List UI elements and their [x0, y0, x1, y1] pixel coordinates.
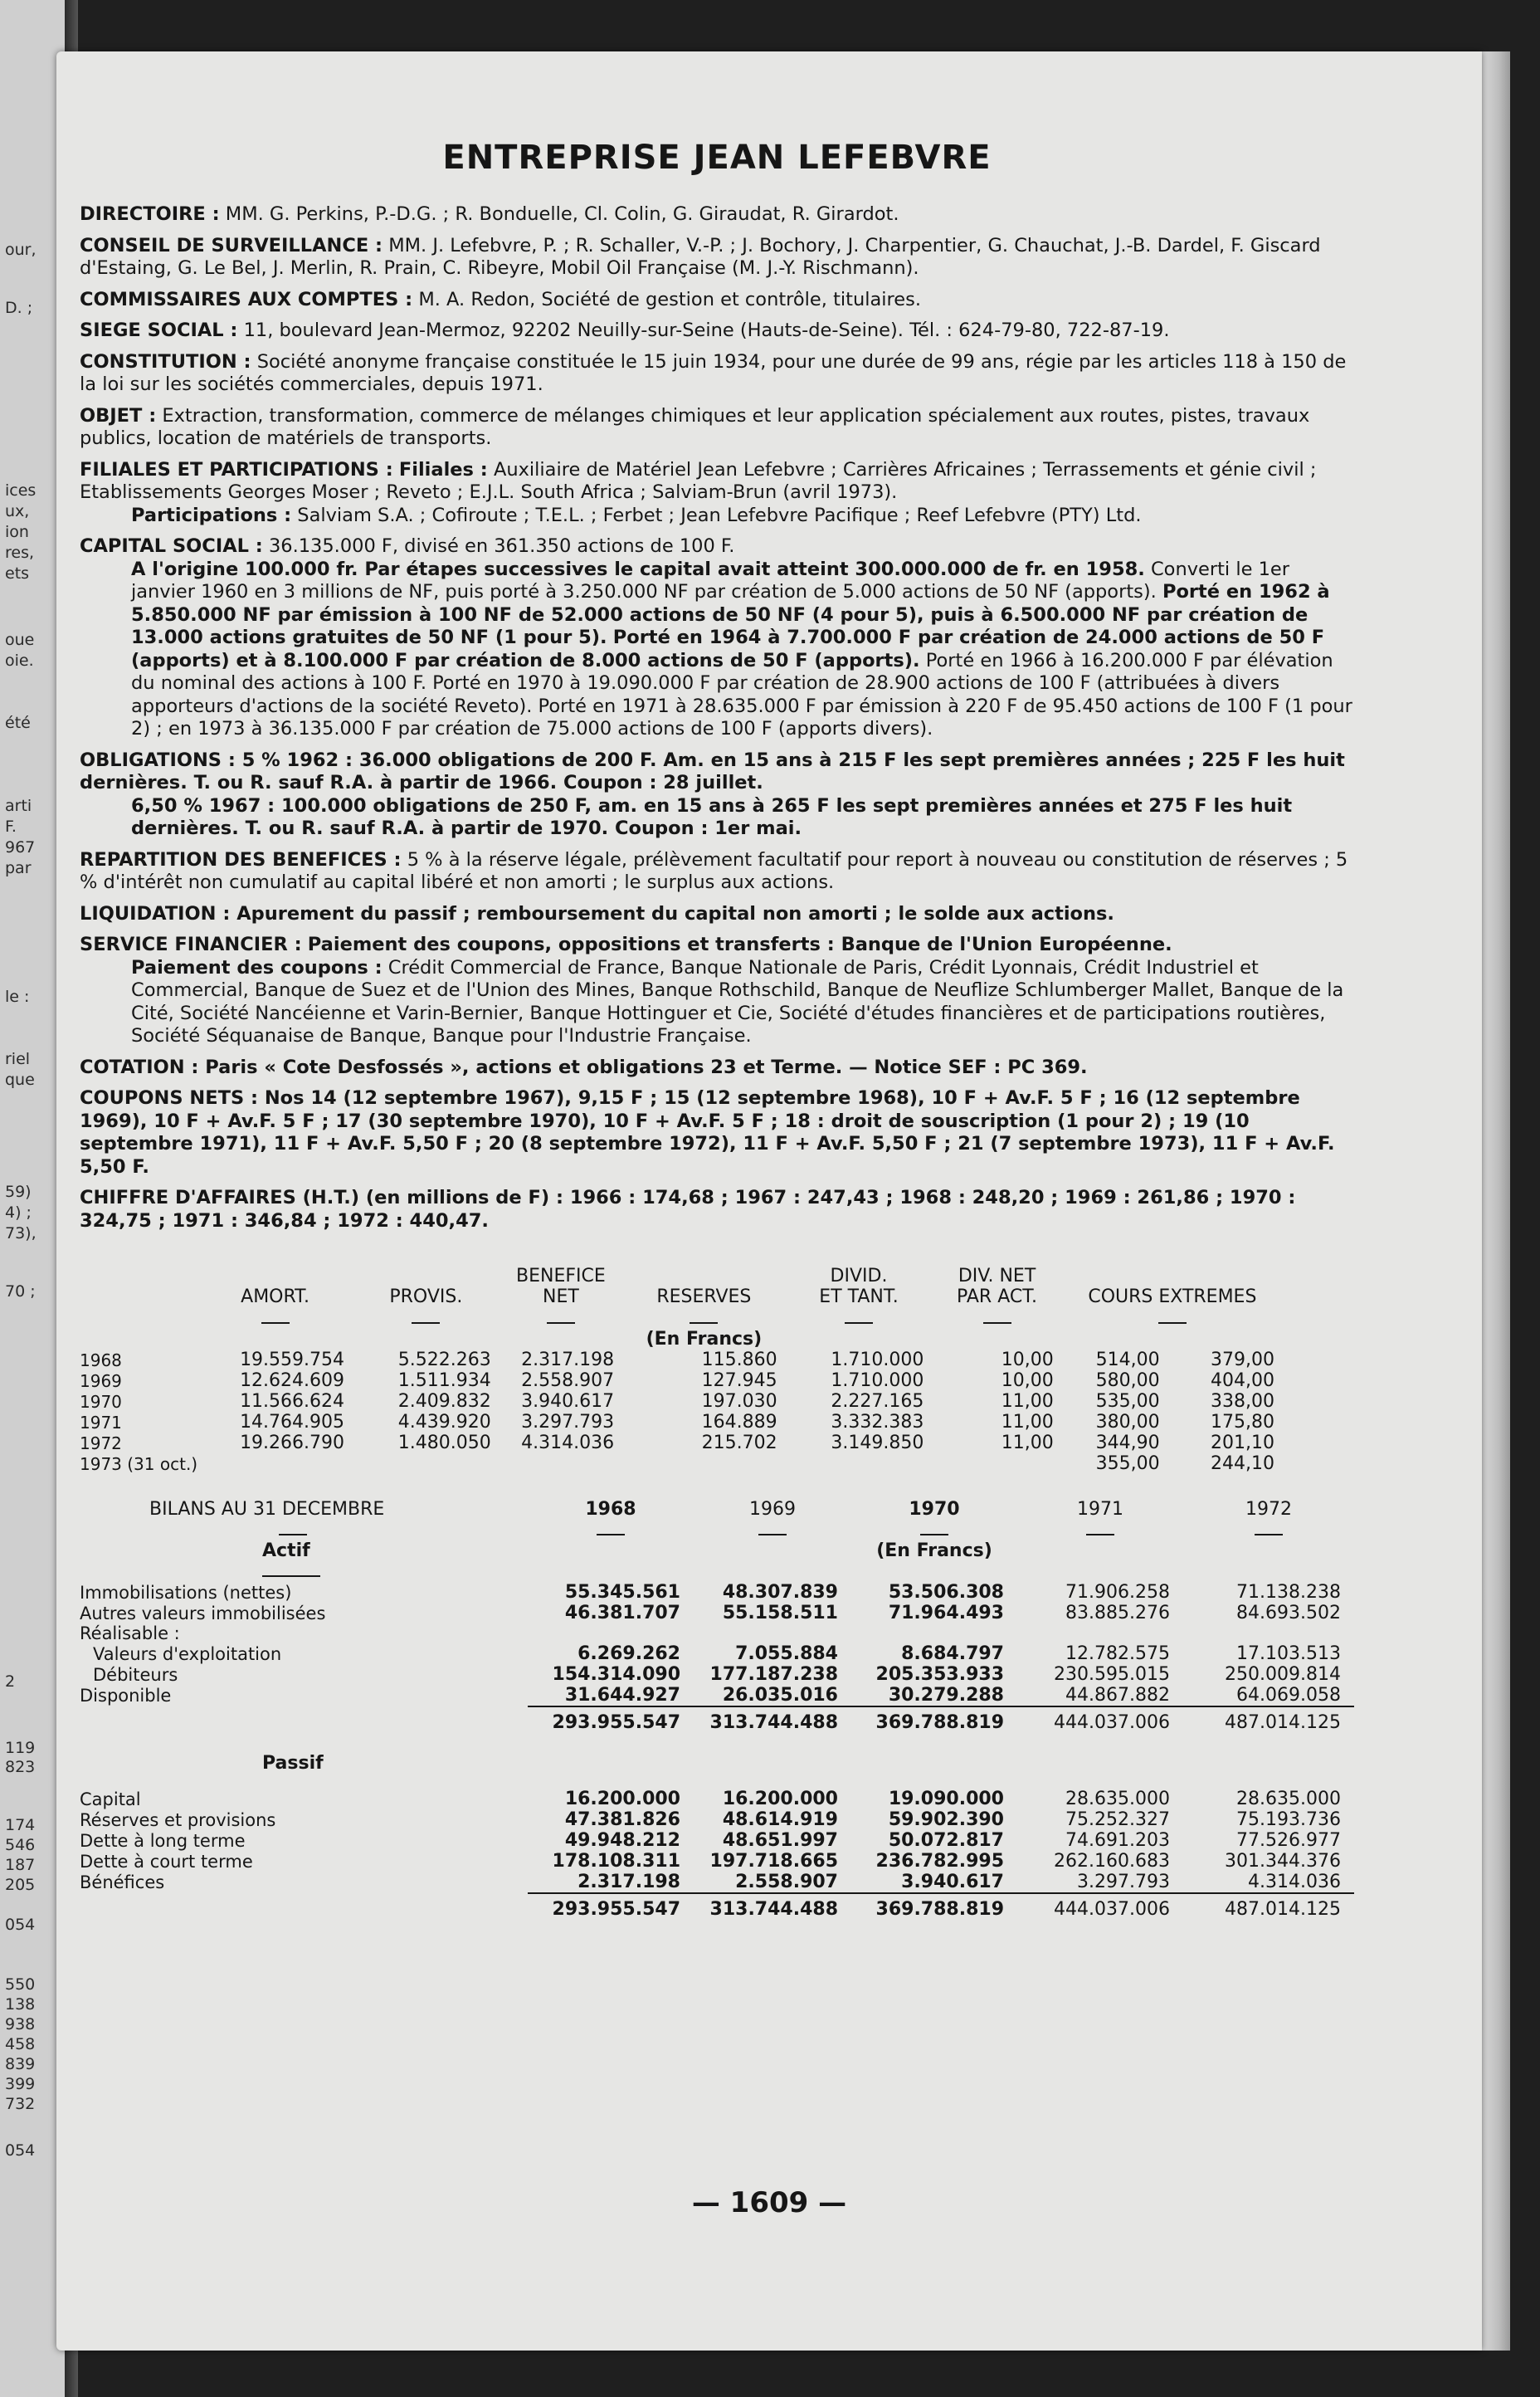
facing-page-text: 054 — [5, 2141, 36, 2160]
table-cell: 201,10 — [1211, 1433, 1274, 1453]
table-cell: 380,00 — [1095, 1412, 1160, 1433]
section-head: SIEGE SOCIAL : — [80, 320, 238, 341]
table-cell: 4.314.036 — [521, 1433, 615, 1453]
table-cell: 3.297.793 — [1077, 1872, 1170, 1892]
total-cell: 444.037.006 — [1017, 1706, 1183, 1738]
service-text1: Paiement des coupons, oppositions et transferts : Banque de l'Union Européenne. — [307, 934, 1172, 955]
table-cell: 50.072.817 — [888, 1830, 1004, 1851]
section — [80, 351, 1354, 397]
facing-page-text: oie. — [5, 652, 34, 670]
table-row — [80, 1391, 1283, 1412]
row-label: Dette à court terme — [80, 1851, 253, 1872]
page-stack-edge — [1482, 51, 1510, 2351]
actif-label: Actif — [262, 1540, 310, 1561]
table-cell: 44.867.882 — [1065, 1685, 1170, 1706]
table-cell: 10,00 — [1001, 1370, 1054, 1391]
table-cell: 2.317.198 — [578, 1872, 680, 1892]
section-repartition — [80, 849, 1354, 895]
table-cell: 3.940.617 — [901, 1872, 1004, 1892]
header-net: NET — [543, 1286, 579, 1307]
table-cell: 2.227.165 — [831, 1391, 924, 1412]
table-cell: 47.381.826 — [564, 1809, 680, 1830]
total-cell: 313.744.488 — [694, 1893, 851, 1925]
facing-page-text: 138 — [5, 1995, 36, 2014]
facing-page-text: 399 — [5, 2075, 36, 2093]
section — [80, 320, 1354, 343]
capital-p3: Porté en 1962 à 5.850.000 NF par émission à 100 NF de 52.000 actions de 50 NF (4 pour 5), puis à 6.500.000 NF par création de 13.000 actions gratuites de 50 NF (1 pour 5). — [131, 581, 1330, 648]
table-cell: 1.710.000 — [831, 1370, 924, 1391]
facing-page-text: 187 — [5, 1856, 36, 1874]
table-cell: 53.506.308 — [888, 1582, 1004, 1603]
table-row — [80, 1603, 1354, 1623]
table-cell: 1969 — [80, 1370, 122, 1391]
facing-page-text: ices — [5, 481, 37, 500]
table-cell: 16.200.000 — [722, 1789, 838, 1809]
table-cell: 230.595.015 — [1054, 1664, 1170, 1685]
facing-page-text: 458 — [5, 2035, 36, 2053]
section-head: SERVICE FINANCIER : — [80, 934, 302, 955]
total-cell: 293.955.547 — [528, 1893, 694, 1925]
table-cell — [500, 1453, 622, 1474]
table-cell: 71.906.258 — [1065, 1582, 1170, 1603]
table-cell: 379,00 — [1211, 1350, 1274, 1370]
header-par-act: PAR ACT. — [957, 1286, 1038, 1307]
facing-page-text: 732 — [5, 2095, 36, 2113]
actif-total-row — [80, 1706, 1354, 1738]
actif-body — [80, 1582, 1354, 1706]
facing-page-text: ion — [5, 523, 29, 541]
section-cotation — [80, 1057, 1354, 1080]
table-cell: 3.940.617 — [521, 1391, 615, 1412]
table-cell: 344,90 — [1095, 1433, 1160, 1453]
table-cell: 5.522.263 — [397, 1350, 491, 1370]
table-cell: 12.624.609 — [240, 1370, 345, 1391]
table-cell: 215.702 — [701, 1433, 777, 1453]
unit-label: (En Francs) — [646, 1329, 763, 1350]
table-cell: 4.314.036 — [1248, 1872, 1341, 1892]
table-cell: 1968 — [80, 1350, 122, 1370]
page-title: ENTREPRISE JEAN LEFEBVRE — [442, 139, 992, 177]
table-row — [80, 1872, 1354, 1893]
table-cell: 8.684.797 — [901, 1643, 1004, 1664]
obligation-1962: 5 % 1962 : 36.000 obligations de 200 F. Am. en 15 ans à 215 F les sept premières années ; 225 F les huit dernières. T. ou R. sauf R.A. à partir de 1966. Coupon : 28 juillet. — [80, 749, 1345, 793]
table-cell: 48.614.919 — [722, 1809, 838, 1830]
table-cell — [932, 1453, 1061, 1474]
section-text: 5 % à la réserve légale, prélèvement facultatif pour report à nouveau ou constitution de réserves ; 5 % d'intérêt non cumulatif au capital libéré et non amorti ; le surplus aux actions. — [80, 848, 1348, 893]
table-row — [80, 1623, 1354, 1643]
table-cell: 11,00 — [1001, 1433, 1054, 1453]
table-cell: 16.200.000 — [564, 1789, 680, 1809]
table-cell: 74.691.203 — [1065, 1830, 1170, 1851]
table-cell: 404,00 — [1211, 1370, 1274, 1391]
table-cell: 250.009.814 — [1225, 1664, 1341, 1685]
table-row — [80, 1370, 1283, 1391]
total-cell: 293.955.547 — [528, 1706, 694, 1738]
table-cell: 11.566.624 — [240, 1391, 345, 1412]
facing-page-text: 174 — [5, 1816, 36, 1834]
bilan-year: 1968 — [585, 1499, 636, 1520]
section-filiales — [80, 459, 1354, 528]
table-cell: 49.948.212 — [564, 1830, 680, 1851]
table-cell: 154.314.090 — [552, 1664, 680, 1685]
section-head: COUPONS NETS : — [80, 1087, 258, 1109]
bilan-year: 1972 — [1245, 1499, 1292, 1520]
row-label: Immobilisations (nettes) — [80, 1582, 292, 1603]
table-cell: 2.317.198 — [521, 1350, 615, 1370]
section-head: LIQUIDATION : — [80, 902, 231, 925]
facing-page-text: ux, — [5, 502, 30, 520]
table-cell: 4.439.920 — [397, 1412, 491, 1433]
table-cell: 1.710.000 — [831, 1350, 924, 1370]
table-cell: 26.035.016 — [722, 1685, 838, 1706]
section-head: COTATION : — [80, 1056, 199, 1078]
table-cell — [1183, 1623, 1354, 1643]
total-cell: 313.744.488 — [694, 1706, 851, 1738]
section-text: M. A. Redon, Société de gestion et contrôle, titulaires. — [418, 288, 921, 310]
section-text: 1966 : 174,68 ; 1967 : 247,43 ; 1968 : 248,20 ; 1969 : 261,86 ; 1970 : 324,75 ; 1971 : 346,84 ; 1972 : 440,47. — [80, 1187, 1296, 1232]
table-cell: 177.187.238 — [709, 1664, 838, 1685]
facing-page-text: 938 — [5, 2015, 36, 2033]
table-row — [80, 1809, 1354, 1830]
table-cell: 10,00 — [1001, 1350, 1054, 1370]
total-cell: 444.037.006 — [1017, 1893, 1183, 1925]
table-cell: 1970 — [80, 1391, 122, 1412]
table-row — [80, 1433, 1283, 1453]
header-benefice: BENEFICE — [516, 1266, 606, 1286]
section-service — [80, 934, 1354, 1048]
section-head: FILIALES ET PARTICIPATIONS : — [80, 458, 393, 481]
section-text: Apurement du passif ; remboursement du capital non amorti ; le solde aux actions. — [236, 902, 1114, 925]
service-text2: Crédit Commercial de France, Banque Nationale de Paris, Crédit Lyonnais, Crédit Industriel et Commercial, Banque de Suez et de l'Union des Mines, Banque Rothschild, Banque de Neuflize Schlumberger Mallet, Banque de la Cité, Société Nancéienne et Varin-Bernier, Banque Hottinguer et Cie, Société d'études financières et de participations routières, Société Séquanaise de Banque, Banque pour l'Industrie Française. — [131, 956, 1344, 1047]
facing-page-text: 839 — [5, 2055, 36, 2073]
table-cell — [622, 1453, 786, 1474]
table-cell — [1017, 1623, 1183, 1643]
table-row — [80, 1412, 1283, 1433]
header-cours: COURS EXTREMES — [1088, 1286, 1257, 1307]
section-head: REPARTITION DES BENEFICES : — [80, 848, 402, 871]
table-cell — [694, 1623, 851, 1643]
table-row — [80, 1830, 1354, 1851]
table-row — [80, 1350, 1283, 1370]
table-cell: 46.381.707 — [564, 1603, 680, 1623]
bilan-title: BILANS AU 31 DECEMBRE — [149, 1499, 385, 1520]
table-cell: 197.718.665 — [709, 1851, 838, 1872]
facing-page-text: 73), — [5, 1224, 37, 1242]
table-row — [80, 1453, 1283, 1474]
passif-body — [80, 1789, 1354, 1893]
table-cell: 127.945 — [701, 1370, 777, 1391]
table-cell: 3.332.383 — [831, 1412, 924, 1433]
section-text: Nos 14 (12 septembre 1967), 9,15 F ; 15 (12 septembre 1968), 10 F + Av.F. 5 F ; 16 (12 septembre 1969), 10 F + Av.F. 5 F ; 17 (30 septembre 1970), 10 F + Av.F. 5 F ; 18 : droit de souscription (1 pour 2) ; 19 (10 septembre 1971), 11 F + Av.F. 5,50 F ; 20 (8 septembre 1972), 11 F + Av.F. 5,50 F ; 21 (7 septembre 1973), 11 F + Av.F. 5,50 F. — [80, 1087, 1335, 1178]
section — [80, 203, 1354, 227]
row-label: Débiteurs — [93, 1664, 178, 1685]
total-cell: 369.788.819 — [851, 1893, 1017, 1925]
table-row — [80, 1789, 1354, 1809]
facing-page-text: ets — [5, 564, 30, 583]
facing-page-text: 2 — [5, 1672, 16, 1691]
filiales-sub: Filiales : — [398, 458, 488, 481]
bilan-unit: (En Francs) — [876, 1540, 992, 1561]
capital-p1: A l'origine 100.000 fr. Par étapes successives le capital avait atteint 300.000.000 de fr. en 1958. — [131, 558, 1145, 580]
facing-page-text: D. ; — [5, 299, 33, 317]
header-divnet: DIV. NET — [958, 1266, 1036, 1286]
table-cell: 75.193.736 — [1236, 1809, 1341, 1830]
table-cell: 2.558.907 — [521, 1370, 615, 1391]
facing-page-text: 70 ; — [5, 1282, 36, 1301]
table-cell: 55.345.561 — [564, 1582, 680, 1603]
facing-page-text: 550 — [5, 1975, 36, 1994]
table-cell: 197.030 — [701, 1391, 777, 1412]
table-cell: 1972 — [80, 1433, 122, 1453]
section-coupons — [80, 1087, 1354, 1179]
participations-text: Salviam S.A. ; Cofiroute ; T.E.L. ; Ferbet ; Jean Lefebvre Pacifique ; Reef Lefebvre (PTY) Ltd. — [297, 504, 1142, 526]
section-head: CAPITAL SOCIAL : — [80, 535, 263, 557]
service-sub: Paiement des coupons : — [131, 956, 383, 979]
table-cell: 301.344.376 — [1225, 1851, 1341, 1872]
results-body — [80, 1350, 1283, 1474]
passif-label: Passif — [262, 1753, 324, 1774]
table-cell: 19.266.790 — [240, 1433, 345, 1453]
section-head: OBJET : — [80, 404, 157, 427]
row-label: Valeurs d'exploitation — [93, 1643, 282, 1664]
table-cell: 3.297.793 — [521, 1412, 615, 1433]
facing-page-edge — [0, 0, 65, 2397]
table-cell: 55.158.511 — [722, 1603, 838, 1623]
table-cell: 84.693.502 — [1236, 1603, 1341, 1623]
section-head: DIRECTOIRE : — [80, 203, 220, 225]
table-cell: 48.307.839 — [722, 1582, 838, 1603]
table-cell: 2.558.907 — [735, 1872, 838, 1892]
facing-page-text: le : — [5, 988, 30, 1006]
table-cell: 59.902.390 — [888, 1809, 1004, 1830]
header-tant: ET TANT. — [819, 1286, 899, 1307]
filiales-text: Auxiliaire de Matériel Jean Lefebvre ; Carrières Africaines ; Terrassements et génie civil ; Etablissements Georges Moser ; Reveto ; E.J.L. South Africa ; Salviam-Brun (avril 1973). — [80, 458, 1317, 503]
row-label: Autres valeurs immobilisées — [80, 1603, 326, 1623]
header-reserves: RESERVES — [656, 1286, 752, 1307]
section-capital — [80, 535, 1354, 741]
table-cell: 77.526.977 — [1236, 1830, 1341, 1851]
facing-page-text: 546 — [5, 1836, 36, 1854]
section — [80, 235, 1354, 281]
table-row — [80, 1582, 1354, 1603]
table-cell: 83.885.276 — [1065, 1603, 1170, 1623]
section-text: Société anonyme française constituée le 15 juin 1934, pour une durée de 99 ans, régie par les articles 118 à 150 de la loi sur les sociétés commerciales, depuis 1971. — [80, 350, 1347, 395]
facing-page-text: our, — [5, 241, 37, 259]
total-cell: 487.014.125 — [1183, 1706, 1354, 1738]
table-cell: 580,00 — [1095, 1370, 1160, 1391]
bilan-year: 1969 — [749, 1499, 796, 1520]
table-cell: 75.252.327 — [1065, 1809, 1170, 1830]
section-liquidation — [80, 903, 1354, 926]
balance-table — [80, 1499, 1354, 1925]
facing-page-text: que — [5, 1071, 35, 1089]
page-number: — 1609 — — [691, 2186, 847, 2219]
facing-page-text: 205 — [5, 1876, 36, 1894]
table-cell — [851, 1623, 1017, 1643]
capital-p4: Porté en 1964 à 7.700.000 F par création de 24.000 actions de 50 F (apports) et à 8.100.000 F par création de 8.000 actions de 50 F (apports). — [131, 627, 1325, 671]
table-cell: 11,00 — [1001, 1412, 1054, 1433]
table-row — [80, 1851, 1354, 1872]
row-label: Réserves et provisions — [80, 1809, 276, 1830]
table-cell: 6.269.262 — [578, 1643, 680, 1664]
table-cell: 31.644.927 — [564, 1685, 680, 1706]
facing-page-text: par — [5, 859, 32, 877]
total-cell: 487.014.125 — [1183, 1893, 1354, 1925]
table-cell: 19.090.000 — [888, 1789, 1004, 1809]
table-row — [80, 1685, 1354, 1706]
table-cell — [528, 1623, 694, 1643]
table-cell: 3.149.850 — [831, 1433, 924, 1453]
table-row — [80, 1664, 1354, 1685]
table-cell: 178.108.311 — [552, 1851, 680, 1872]
table-cell: 28.635.000 — [1065, 1789, 1170, 1809]
section-head: CONSTITUTION : — [80, 350, 251, 373]
header-sections — [80, 203, 1354, 459]
capital-p2: Converti le 1er janvier 1960 en 3 millions de NF, puis porté à 3.250.000 NF par création de 5.000 actions de 50 NF (apports). — [131, 558, 1289, 603]
total-cell: 369.788.819 — [851, 1706, 1017, 1738]
header-provis: PROVIS. — [389, 1286, 463, 1307]
section-text: Extraction, transformation, commerce de mélanges chimiques et leur application spécialement aux routes, pistes, travaux publics, location de matériels de transports. — [80, 404, 1310, 449]
facing-page-text: 59) — [5, 1183, 32, 1201]
table-cell: 64.069.058 — [1236, 1685, 1341, 1706]
table-cell: 262.160.683 — [1054, 1851, 1170, 1872]
facing-page-text: arti — [5, 797, 32, 815]
table-cell: 1.480.050 — [397, 1433, 491, 1453]
table-cell: 1.511.934 — [397, 1370, 491, 1391]
table-cell: 12.782.575 — [1065, 1643, 1170, 1664]
obligation-1967: 6,50 % 1967 : 100.000 obligations de 250 F, am. en 15 ans à 265 F les sept premières années et 275 F les huit dernières. T. ou R. sauf R.A. à partir de 1970. Coupon : 1er mai. — [131, 794, 1293, 839]
table-cell: 17.103.513 — [1236, 1643, 1341, 1664]
section-head: CHIFFRE D'AFFAIRES (H.T.) (en millions de F) : — [80, 1187, 563, 1208]
table-cell — [786, 1453, 933, 1474]
results-table — [80, 1266, 1283, 1474]
table-cell: 164.889 — [701, 1412, 777, 1433]
facing-page-text: oue — [5, 631, 35, 649]
facing-page-text: 054 — [5, 1916, 36, 1934]
section-text: Paris « Cote Desfossés », actions et obligations 23 et Terme. — Notice SEF : PC 369. — [205, 1056, 1088, 1078]
table-cell: 11,00 — [1001, 1391, 1054, 1412]
row-label: Disponible — [80, 1686, 172, 1706]
facing-page-text: 4) ; — [5, 1203, 32, 1222]
table-cell: 175,80 — [1211, 1412, 1274, 1433]
facing-page-text: 823 — [5, 1758, 36, 1776]
table-cell: 1973 (31 oct.) — [80, 1453, 198, 1474]
section-head: OBLIGATIONS : — [80, 749, 236, 771]
row-label: Capital — [80, 1789, 141, 1809]
bilan-year: 1970 — [909, 1499, 960, 1520]
section-text: MM. G. Perkins, P.-D.G. ; R. Bonduelle, Cl. Colin, G. Giraudat, R. Girardot. — [225, 203, 899, 225]
section-text: 11, boulevard Jean-Mermoz, 92202 Neuilly-sur-Seine (Hauts-de-Seine). Tél. : 624-79-80, 722-87-19. — [243, 320, 1170, 341]
row-label: Dette à long terme — [80, 1830, 246, 1851]
header-divid: DIVID. — [830, 1266, 888, 1286]
table-cell: 205.353.933 — [875, 1664, 1004, 1685]
facing-page-text: riel — [5, 1050, 31, 1068]
table-cell: 7.055.884 — [735, 1643, 838, 1664]
table-cell: 28.635.000 — [1236, 1789, 1341, 1809]
section-obligations — [80, 749, 1354, 841]
facing-page-text: res, — [5, 544, 35, 562]
capital-intro: 36.135.000 F, divisé en 361.350 actions de 100 F. — [268, 535, 735, 557]
section — [80, 289, 1354, 312]
table-cell: 30.279.288 — [888, 1685, 1004, 1706]
table-cell: 244,10 — [1211, 1453, 1274, 1474]
table-cell: 236.782.995 — [875, 1851, 1004, 1872]
table-cell: 1971 — [80, 1412, 122, 1433]
facing-page-text: 967 — [5, 838, 36, 857]
row-label: Bénéfices — [80, 1872, 165, 1892]
table-row — [80, 1643, 1354, 1664]
table-cell: 338,00 — [1211, 1391, 1274, 1412]
table-cell: 355,00 — [1095, 1453, 1160, 1474]
facing-page-text: 119 — [5, 1739, 36, 1757]
row-label: Réalisable : — [80, 1623, 180, 1643]
document-page — [56, 51, 1482, 2351]
page-content — [80, 139, 1354, 1925]
header-amort: AMORT. — [241, 1286, 309, 1307]
bilan-year: 1971 — [1077, 1499, 1123, 1520]
table-cell: 71.138.238 — [1236, 1582, 1341, 1603]
table-cell: 14.764.905 — [240, 1412, 345, 1433]
table-cell: 535,00 — [1095, 1391, 1160, 1412]
section-head: CONSEIL DE SURVEILLANCE : — [80, 234, 383, 256]
section-chiffre — [80, 1187, 1354, 1233]
table-cell: 2.409.832 — [397, 1391, 491, 1412]
participations-sub: Participations : — [131, 504, 292, 526]
section-text: MM. J. Lefebvre, P. ; R. Schaller, V.-P. ; J. Bochory, J. Charpentier, G. Chauchat, J.-B. Dardel, F. Giscard d'Estaing, G. Le Bel, J. Merlin, R. Prain, C. Ribeyre, Mobil Oil Française (M. J.-Y. Rischmann). — [80, 234, 1321, 279]
table-cell — [197, 1453, 353, 1474]
passif-total-row — [80, 1893, 1354, 1925]
table-cell: 71.964.493 — [888, 1603, 1004, 1623]
facing-page-text: F. — [5, 818, 17, 836]
section — [80, 405, 1354, 451]
section-head: COMMISSAIRES AUX COMPTES : — [80, 288, 413, 310]
table-cell: 19.559.754 — [240, 1350, 345, 1370]
capital-p5: Porté en 1966 à 16.200.000 F par élévation du nominal des actions à 100 F. Porté en 1970 à 19.090.000 F par création de 28.900 actions de 100 F (attribuées à divers apporteurs d'actions de la société Reveto). Porté en 1971 à 28.635.000 F par émission à 220 F de 95.450 actions de 100 F (1 pour 2) ; en 1973 à 36.135.000 F par création de 75.000 actions de 100 F (apports divers). — [131, 649, 1352, 740]
table-cell: 115.860 — [701, 1350, 777, 1370]
table-cell — [353, 1453, 500, 1474]
table-cell: 514,00 — [1095, 1350, 1160, 1370]
table-cell: 48.651.997 — [722, 1830, 838, 1851]
facing-page-text: été — [5, 714, 31, 732]
